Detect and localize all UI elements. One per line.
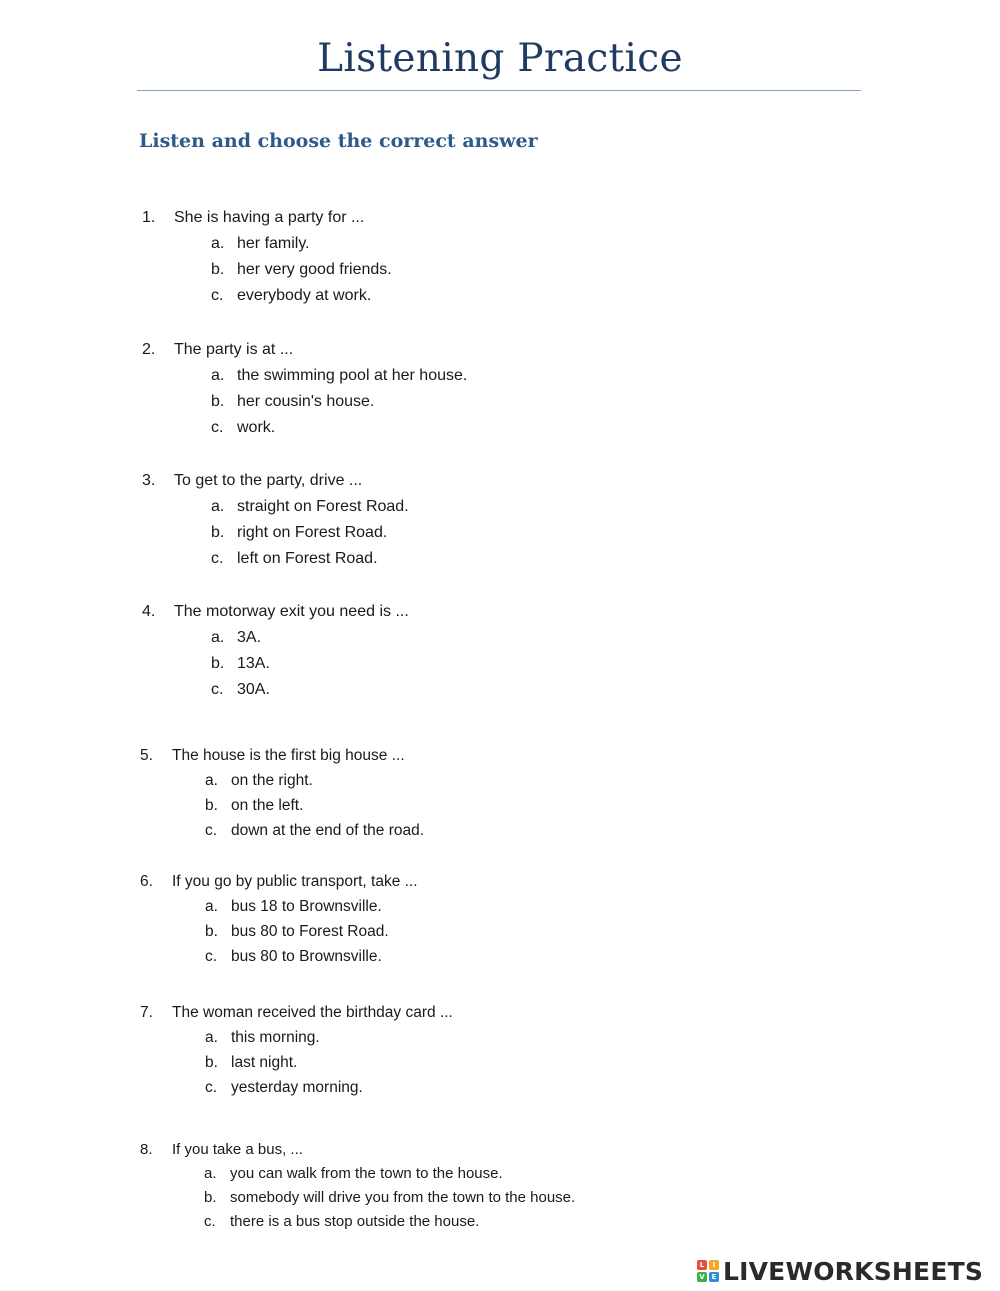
question-1-option-c[interactable]	[211, 287, 371, 305]
question-number: 3.	[142, 472, 156, 489]
question-4-option-c[interactable]	[211, 681, 270, 699]
question-6-option-b[interactable]	[205, 923, 389, 941]
liveworksheets-logo	[697, 1256, 983, 1286]
question-2-stem	[142, 341, 293, 359]
option-text: you can walk from the town to the house.	[230, 1165, 503, 1182]
option-letter: a.	[211, 629, 225, 646]
option-text: the swimming pool at her house.	[237, 367, 468, 384]
question-2-option-a[interactable]	[211, 367, 467, 385]
option-letter: a.	[205, 898, 218, 915]
option-text: her family.	[237, 235, 310, 252]
option-letter: a.	[211, 235, 225, 252]
title-divider	[137, 90, 861, 91]
option-letter: a.	[205, 1029, 218, 1046]
option-text: bus 80 to Forest Road.	[231, 923, 389, 940]
question-8-option-c[interactable]	[204, 1213, 479, 1230]
option-text: 30A.	[237, 681, 270, 698]
option-text: left on Forest Road.	[237, 550, 378, 567]
question-4-option-a[interactable]	[211, 629, 261, 647]
instructions-heading: Listen and choose the correct answer	[139, 130, 538, 152]
option-text: somebody will drive you from the town to the house.	[230, 1189, 576, 1206]
question-4-option-b[interactable]	[211, 655, 270, 673]
question-3-option-c[interactable]	[211, 550, 378, 568]
question-3-option-b[interactable]	[211, 524, 387, 542]
page-title: Listening Practice	[317, 36, 683, 81]
question-1-option-b[interactable]	[211, 261, 392, 279]
logo-block-l: L	[697, 1260, 707, 1270]
question-number: 5.	[140, 747, 153, 764]
question-3-option-a[interactable]	[211, 498, 409, 516]
question-7-stem	[140, 1004, 453, 1022]
question-6-option-c[interactable]	[205, 948, 382, 966]
question-4-stem	[142, 603, 409, 621]
question-8-stem	[140, 1141, 303, 1158]
option-text: straight on Forest Road.	[237, 498, 409, 515]
question-1-stem	[142, 209, 364, 227]
question-6-option-a[interactable]	[205, 898, 382, 916]
option-letter: c.	[211, 550, 224, 567]
question-2-option-b[interactable]	[211, 393, 374, 411]
option-text: right on Forest Road.	[237, 524, 388, 541]
option-letter: c.	[205, 948, 218, 965]
question-text: She is having a party for ...	[174, 209, 365, 226]
option-letter: b.	[205, 797, 218, 814]
logo-block-e: E	[709, 1272, 719, 1282]
question-5-option-b[interactable]	[205, 797, 303, 815]
question-text: The house is the first big house ...	[172, 747, 405, 764]
option-text: her very good friends.	[237, 261, 392, 278]
question-5-stem	[140, 747, 405, 765]
option-text: there is a bus stop outside the house.	[230, 1213, 480, 1230]
logo-blocks-icon	[697, 1260, 719, 1282]
option-letter: a.	[211, 367, 225, 384]
question-6-stem	[140, 873, 418, 891]
option-letter: b.	[211, 261, 225, 278]
option-text: yesterday morning.	[231, 1079, 363, 1096]
question-text: To get to the party, drive ...	[174, 472, 363, 489]
option-letter: b.	[205, 1054, 218, 1071]
question-text: The party is at ...	[174, 341, 294, 358]
option-letter: b.	[211, 524, 225, 541]
option-letter: a.	[205, 772, 218, 789]
question-text: If you take a bus, ...	[172, 1141, 303, 1158]
option-text: 3A.	[237, 629, 262, 646]
option-text: bus 18 to Brownsville.	[231, 898, 382, 915]
question-text: If you go by public transport, take ...	[172, 873, 418, 890]
question-number: 2.	[142, 341, 156, 358]
question-7-option-c[interactable]	[205, 1079, 363, 1097]
option-letter: b.	[204, 1189, 217, 1206]
option-letter: a.	[211, 498, 225, 515]
question-8-option-a[interactable]	[204, 1165, 503, 1182]
question-number: 7.	[140, 1004, 153, 1021]
question-3-stem	[142, 472, 362, 490]
question-number: 1.	[142, 209, 156, 226]
option-text: last night.	[231, 1054, 298, 1071]
question-7-option-b[interactable]	[205, 1054, 297, 1072]
option-letter: c.	[205, 822, 218, 839]
question-number: 4.	[142, 603, 156, 620]
question-5-option-a[interactable]	[205, 772, 313, 790]
option-text: bus 80 to Brownsville.	[231, 948, 382, 965]
logo-text: LIVEWORKSHEETS	[723, 1256, 984, 1286]
option-text: on the left.	[231, 797, 304, 814]
question-8-option-b[interactable]	[204, 1189, 575, 1206]
question-number: 6.	[140, 873, 153, 890]
option-text: on the right.	[231, 772, 313, 789]
question-2-option-c[interactable]	[211, 419, 275, 437]
option-letter: c.	[205, 1079, 218, 1096]
question-7-option-a[interactable]	[205, 1029, 320, 1047]
option-text: 13A.	[237, 655, 270, 672]
option-text: her cousin's house.	[237, 393, 375, 410]
option-text: down at the end of the road.	[231, 822, 425, 839]
option-text: work.	[237, 419, 276, 436]
option-letter: b.	[211, 393, 225, 410]
question-number: 8.	[140, 1141, 153, 1158]
option-letter: b.	[205, 923, 218, 940]
question-text: The motorway exit you need is ...	[174, 603, 409, 620]
logo-block-i: I	[709, 1260, 719, 1270]
logo-block-v: V	[697, 1272, 707, 1282]
option-letter: b.	[211, 655, 225, 672]
question-5-option-c[interactable]	[205, 822, 424, 840]
question-1-option-a[interactable]	[211, 235, 310, 253]
option-letter: c.	[204, 1213, 216, 1230]
option-letter: a.	[204, 1165, 217, 1182]
option-text: this morning.	[231, 1029, 320, 1046]
option-letter: c.	[211, 287, 224, 304]
option-letter: c.	[211, 419, 224, 436]
question-text: The woman received the birthday card ...	[172, 1004, 453, 1021]
option-letter: c.	[211, 681, 224, 698]
option-text: everybody at work.	[237, 287, 372, 304]
